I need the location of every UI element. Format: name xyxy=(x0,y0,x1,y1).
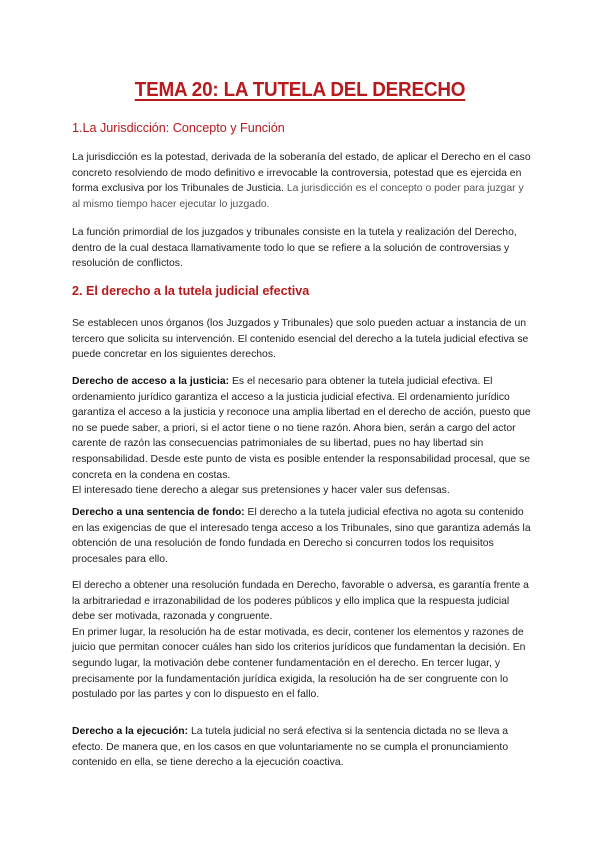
acceso-text-2: El interesado tiene derecho a alegar sus pretensiones y hacer valer sus defensas. xyxy=(72,485,450,497)
fondo-label: Derecho a una sentencia de fondo: xyxy=(72,507,245,518)
section-1-heading: 1.La Jurisdicción: Concepto y Función xyxy=(72,121,285,135)
s1-p2: La función primordial de los juzgados y tribunales consiste en la tutela y realización del Derecho, dentro de la cual destaca llamativamente todo lo que se refiere a la solución de controversias y resolución de conflictos. xyxy=(72,227,517,270)
resolucion-p1: El derecho a obtener una resolución fundada en Derecho, favorable o adversa, es garantía frente a la arbitrariedad e irrazonabilidad de los poderes públicos y ello implica que la respuesta judicial debe ser motivada, razonada y congruente. xyxy=(72,580,529,623)
derecho-fondo-block xyxy=(72,505,534,567)
acceso-label: Derecho de acceso a la justicia: xyxy=(72,376,230,387)
page-title: TEMA 20: LA TUTELA DEL DERECHO xyxy=(134,78,466,101)
section-2-heading: 2. El derecho a la tutela judicial efectiva xyxy=(72,284,310,298)
section-1-paragraph-1 xyxy=(72,150,534,212)
acceso-text: Es el necesario para obtener la tutela judicial efectiva. El ordenamiento jurídico garantiza el acceso a la justicia judicial efectiva. El ordenamiento jurídico garantiza el acceso a la justicia y reconoce una amplia libertad en el derecho de acción, puesto que no se puede saber, a priori, si el actor tiene o no tiene razón. Ahora bien, serán a cargo del actor carente de razón las consecuencias patrimoniales de su libertad, pues no hay libertad sin responsabilidad. Desde este punto de vista es posible entender la responsabilidad procesal, que se concreta en la condena en costas. xyxy=(72,376,531,481)
resolucion-block xyxy=(72,578,534,703)
section-2-intro xyxy=(72,316,534,363)
s1-p1-tail: La jurisdicción es el concepto o poder para juzgar y al mismo tiempo hacer ejecutar lo juzgado. xyxy=(72,183,524,210)
ejecucion-label: Derecho a la ejecución: xyxy=(72,726,189,737)
fondo-text: El derecho a la tutela judicial efectiva no agota su contenido en las exigencias de que el interesado tenga acceso a los Tribunales, sino que garantiza además la obtención de una resolución de fondo fundada en Derecho si concurren todos los requisitos procesales para ello. xyxy=(72,507,531,565)
derecho-ejecucion-block xyxy=(72,724,534,771)
section-1-paragraph-2 xyxy=(72,225,534,272)
s1-p1-main: La jurisdicción es la potestad, derivada de la soberanía del estado, de aplicar el Derecho en el caso concreto resolviendo de modo definitivo e irrevocable la controversia, potestad que es ejercida en forma exclusiva por los Tribunales de Justicia. xyxy=(72,152,531,195)
resolucion-p2: En primer lugar, la resolución ha de estar motivada, es decir, contener los elementos y razones de juicio que permitan conocer cuáles han sido los criterios jurídicos que fundamentan la decisión. En segundo lugar, la motivación debe contener fundamentación en el derecho. En tercer lugar, y precisamente por la fundamentación jurídica exigida, la resolución ha de ser congruente con lo postulado por las partes y con lo dispuesto en el fallo. xyxy=(72,626,526,701)
s2-intro: Se establecen unos órganos (los Juzgados y Tribunales) que solo pueden actuar a instancia de un tercero que solicita su intervención. El contenido esencial del derecho a la tutela judicial efectiva se puede concretar en los siguientes derechos. xyxy=(72,318,529,361)
derecho-acceso-block xyxy=(72,374,534,499)
ejecucion-text: La tutela judicial no será efectiva si la sentencia dictada no se lleva a efecto. De manera que, en los casos en que voluntariamente no se cumpla el pronunciamiento contenido en ella, se tiene derecho a la ejecución coactiva. xyxy=(72,726,509,769)
